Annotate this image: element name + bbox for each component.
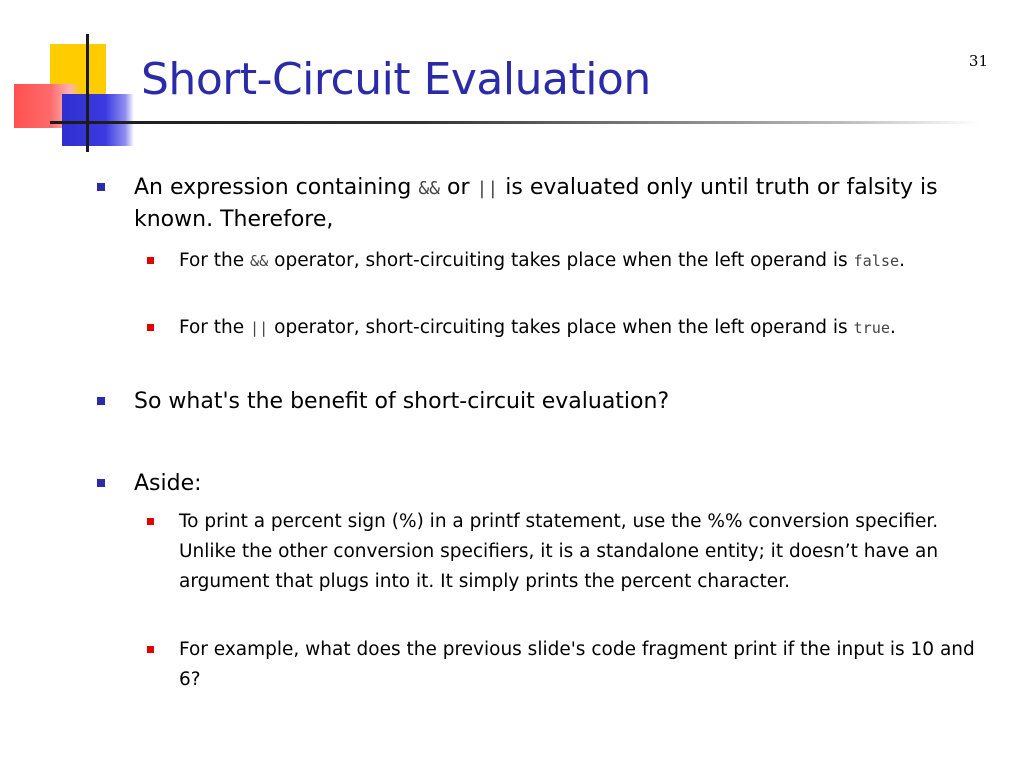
bullet-marker [147,324,154,331]
bullet-marker [147,518,154,525]
sub-bullet-percent-sign: To print a percent sign (%) in a printf statement, use the %% conversion specifier. Unlike the other conversion specifiers, it is a standalone entity; it doesn’t have an argument that plugs into it. It simply prints the percent character. [179,507,979,597]
sub-bullet-example-question: For example, what does the previous slide's code fragment print if the input is 10 and 6? [179,635,979,695]
bullet-marker [97,479,105,487]
slide-title: Short-Circuit Evaluation [141,54,651,105]
code-false: false [853,252,900,270]
bullet-aside: Aside: [134,468,984,499]
title-underline [50,121,980,124]
decor-vertical-line [86,34,89,152]
bullet-expression: An expression containing && or || is evaluated only until truth or falsity is known. Therefore, [134,172,984,235]
page-number: 31 [968,52,988,70]
code-or-operator: || [476,178,499,199]
decor-blue-square [62,94,134,146]
sub-bullet-or-operator: For the || operator, short-circuiting takes place when the left operand is true. [179,313,979,343]
bullet-marker [97,183,105,191]
bullet-marker [97,397,105,405]
code-true: true [853,319,891,337]
sub-bullet-and-operator: For the && operator, short-circuiting takes place when the left operand is false. [179,246,979,276]
bullet-benefit-question: So what's the benefit of short-circuit evaluation? [134,386,984,417]
code-and-operator: && [418,178,441,199]
bullet-marker [147,646,154,653]
bullet-marker [147,257,154,264]
